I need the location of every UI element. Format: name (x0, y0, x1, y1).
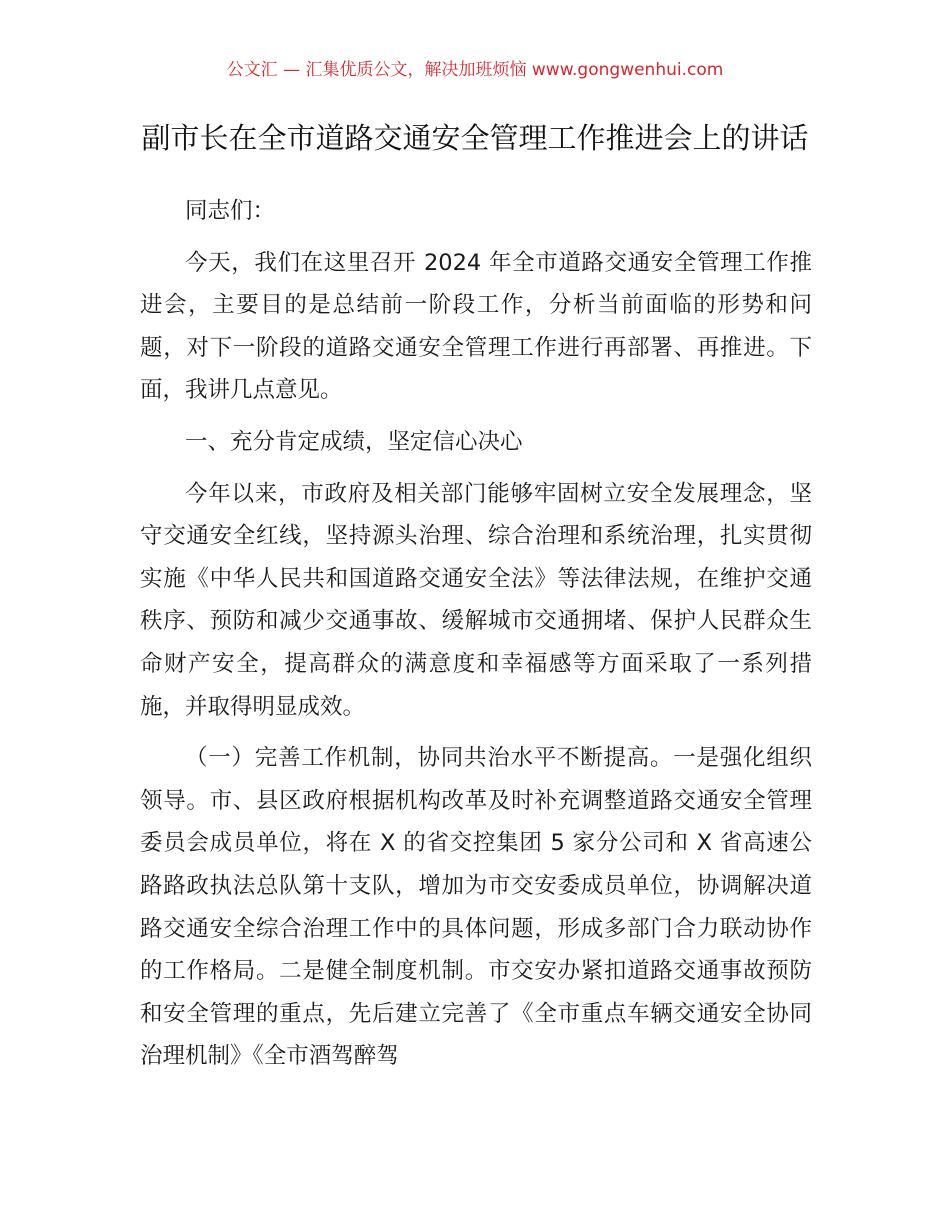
salutation: 同志们： (185, 198, 276, 224)
document-title: 副市长在全市道路交通安全管理工作推进会上的讲话 (141, 121, 809, 155)
paragraph: （一）完善工作机制，协同共治水平不断提高。一是强化组织领导。市、县区政府根据机构改革及时补充调整道路交通安全管理委员会成员单位，将在 X 的省交控集团 5 家分公司和 X 省高速公路路政执法总队第十支队，增加为市交安委成员单位，协调解决道路交通安全综合治理工作中的具体问题，形成多部门合力联动协作的工作格局。二是健全制度机制。市交安办紧扣道路交通事故预防和安全管理的重点，先后建立完善了《全市重点车辆交通安全协同治理机制》《全市酒驾醉驾 (140, 745, 812, 1070)
site-header: 公文汇 — 汇集优质公文，解决加班烦恼 www.gongwenhui.com (226, 60, 724, 80)
paragraph: 今天，我们在这里召开 2024 年全市道路交通安全管理工作推进会，主要目的是总结前一阶段工作，分析当前面临的形势和问题，对下一阶段的道路交通安全管理工作进行再部署、再推进。下面，我讲几点意见。 (140, 249, 812, 404)
document-body (140, 190, 812, 1087)
section-heading: 一、充分肯定成绩，坚定信心决心 (185, 428, 523, 455)
paragraph: 今年以来，市政府及相关部门能够牢固树立安全发展理念，坚守交通安全红线，坚持源头治理、综合治理和系统治理，扎实贯彻实施《中华人民共和国道路交通安全法》等法律法规，在维护交通秩序、预防和减少交通事故、缓解城市交通拥堵、保护人民群众生命财产安全，提高群众的满意度和幸福感等方面采取了一系列措施，并取得明显成效。 (140, 480, 812, 720)
